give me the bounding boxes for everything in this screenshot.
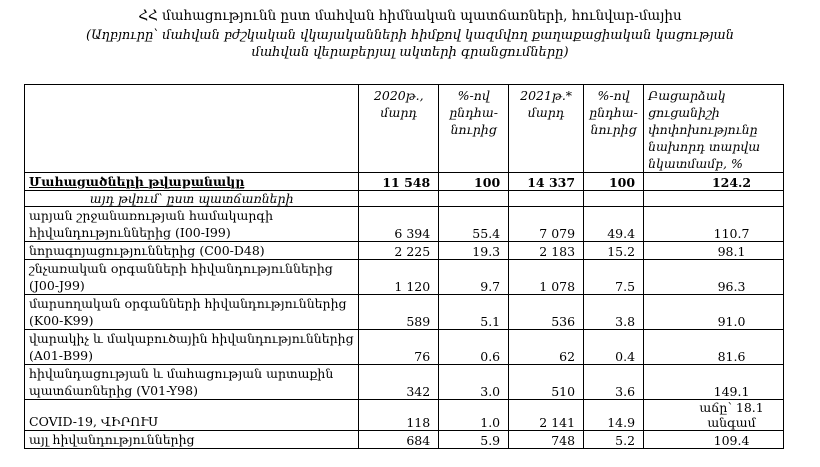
- cell: 6 394: [359, 207, 439, 242]
- cell: 62: [509, 330, 584, 365]
- row-label: այլ հիվանդություններից: [25, 431, 359, 449]
- cell: 98.1: [644, 242, 784, 260]
- header-cell: Բացարձակ ցուցանիշի փոփոխությունը նախորդ տարվա նկատմամբ, %: [644, 85, 784, 173]
- table-row: [25, 207, 784, 242]
- row-label: արյան շրջանառության համակարգի հիվանդություններից (I00-I99): [25, 207, 359, 242]
- cell: 149.1: [644, 365, 784, 400]
- cell: 100: [584, 173, 644, 191]
- cell: 76: [359, 330, 439, 365]
- cell: 19.3: [439, 242, 509, 260]
- cell: 55.4: [439, 207, 509, 242]
- cell: 110.7: [644, 207, 784, 242]
- table-row: [25, 431, 784, 449]
- row-label: վարակիչ և մակաբուծային հիվանդություններից (A01-B99): [25, 330, 359, 365]
- mortality-table: [24, 84, 784, 449]
- table-row: [25, 260, 784, 295]
- row-label: Մահացածների թվաքանակը: [25, 173, 359, 191]
- cell: 0.4: [584, 330, 644, 365]
- subheader-label: այդ թվում՝ ըստ պատճառների: [25, 191, 359, 207]
- cell: 7.5: [584, 260, 644, 295]
- total-row: [25, 173, 784, 191]
- cell: 536: [509, 295, 584, 330]
- cell: 1.0: [439, 400, 509, 431]
- cell: 2 141: [509, 400, 584, 431]
- table-row: [25, 242, 784, 260]
- cell: 100: [439, 173, 509, 191]
- header-row: [25, 85, 784, 173]
- cell: 109.4: [644, 431, 784, 449]
- cell: 342: [359, 365, 439, 400]
- header-cell: 2020թ., մարդ: [359, 85, 439, 173]
- header-cell: %-ով ընդհա-նուրից: [439, 85, 509, 173]
- cell: 0.6: [439, 330, 509, 365]
- row-label: նորագոյացություններից (C00-D48): [25, 242, 359, 260]
- cell: 124.2: [644, 173, 784, 191]
- source-note-line2: մահվան վերաբերյալ ակտերի գրանցումները): [251, 45, 569, 60]
- cell: աճը՝ 18.1 անգամ: [644, 400, 784, 431]
- cell: 7 079: [509, 207, 584, 242]
- cell: 3.6: [584, 365, 644, 400]
- table-row: [25, 400, 784, 431]
- cell: 91.0: [644, 295, 784, 330]
- cell: 5.9: [439, 431, 509, 449]
- cell: 2 183: [509, 242, 584, 260]
- cell: 11 548: [359, 173, 439, 191]
- row-label: շնչառական օրգանների հիվանդություններից (J00-J99): [25, 260, 359, 295]
- cell: 9.7: [439, 260, 509, 295]
- cell: 1 078: [509, 260, 584, 295]
- cell: 3.8: [584, 295, 644, 330]
- cell: 2 225: [359, 242, 439, 260]
- table-title: ՀՀ մահացությունն ըստ մահվան հիմնական պատճառների, հունվար-մայիս: [138, 8, 682, 24]
- cell: 5.2: [584, 431, 644, 449]
- cell: 589: [359, 295, 439, 330]
- row-label: հիվանդացության և մահացության արտաքին պատճառներից (V01-Y98): [25, 365, 359, 400]
- table-row: [25, 295, 784, 330]
- cell: 684: [359, 431, 439, 449]
- header-cell: 2021թ.* մարդ: [509, 85, 584, 173]
- table-row: [25, 330, 784, 365]
- cell: 14.9: [584, 400, 644, 431]
- table-row: [25, 365, 784, 400]
- header-cell: [25, 85, 359, 173]
- cell: 5.1: [439, 295, 509, 330]
- cell: 510: [509, 365, 584, 400]
- cell: 49.4: [584, 207, 644, 242]
- subheader-row: [25, 191, 784, 207]
- cell: 748: [509, 431, 584, 449]
- row-label: մարսողական օրգանների հիվանդություններից (K00-K99): [25, 295, 359, 330]
- cell: 1 120: [359, 260, 439, 295]
- header-cell: %-ով ընդհա-նուրից: [584, 85, 644, 173]
- row-label: COVID-19, ՎԻՐՈՒՍ: [25, 400, 359, 431]
- cell: 96.3: [644, 260, 784, 295]
- cell: 3.0: [439, 365, 509, 400]
- cell: 14 337: [509, 173, 584, 191]
- source-note-line1: (Աղբյուրը՝ մահվան բժշկական վկայականների հիմքով կազմվող քաղաքացիական կացության: [86, 28, 734, 43]
- cell: 81.6: [644, 330, 784, 365]
- cell: 15.2: [584, 242, 644, 260]
- cell: 118: [359, 400, 439, 431]
